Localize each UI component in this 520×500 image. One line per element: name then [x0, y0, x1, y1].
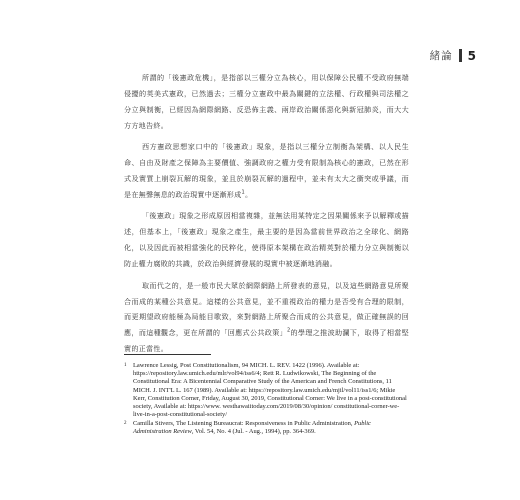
- running-header: [430, 48, 476, 63]
- paragraph-4-tail: 的學理之推波助瀾下，取得了相當堅實的正當性。: [124, 328, 410, 354]
- paragraph-1: [124, 70, 409, 134]
- footnote-text: [133, 420, 409, 436]
- footnote-2-tail: , Vol. 54, No. 4 (Jul. - Aug., 1994), pp. 364-369.: [191, 428, 316, 436]
- paragraph-2-text: 西方憲政思想家口中的「後憲政」現象，是指以三權分立制衡為架構、以人民生命、自由及財產之保障為主要價值、強調政府之權力受有限制為核心的憲政，已然在形式及實質上崩裂瓦解的現象，並且於崩裂瓦解的過程中，並未有太大之衝突或爭議，而是在無聲無息的政治現實中逐漸形成: [124, 142, 409, 199]
- footnote-separator: [124, 354, 211, 355]
- footnote-2: [124, 420, 409, 436]
- paragraph-3-text: 「後憲政」現象之形成原因相當複雜，並無法用某特定之因果關係來予以解釋或描述，但基本上，「後憲政」現象之產生，最主要的是因為當前世界政治之全球化、網路化，以及因此而被相當強化的民粹化，使得原本架構在政治精英對於權力分立與制衡以防止權力腐敗的共識，於政治與經濟發展的現實中被逐漸地消融。: [124, 211, 409, 269]
- paragraph-1-text: 所謂的「後憲政危機」，是指部以三權分立為核心，用以保障公民權不受政府無端侵擾的英美式憲政，已然過去；三權分立憲政中最為關鍵的立法權、行政權與司法權之分立與制衡，已經因為網際網路、反恐佈主義、兩岸政治關係惡化與新冠肺炎，而大大方方地告終。: [124, 73, 409, 130]
- footnotes: [124, 362, 409, 437]
- paragraph-3: [124, 208, 409, 272]
- footnote-2-text: Camilla Stivers, The Listening Bureaucrat: Responsiveness in Public Administration,: [133, 419, 355, 427]
- journal-title: Public Administration Review: [133, 419, 371, 436]
- paragraph-2: [124, 139, 409, 203]
- footnote-1: [124, 362, 409, 419]
- paragraph-4-text: 取而代之的，是一般市民大眾於網際網路上所發表的意見，以及這些網路意見所聚合而成的某種公共意見。這樣的公共意見，並不重視政治的權力是否受有合理的限制，而更期望政府能極為局能目歌致，來對網路上所聚合而成的公共意見，做正確無誤的回應，而這種觀念，更在所謂的「回應式公共政策」: [124, 280, 409, 338]
- page-number: 5: [467, 48, 476, 63]
- paragraph-4: [124, 278, 409, 358]
- footnote-ref-1[interactable]: 1: [241, 189, 245, 196]
- footnote-1-text: Lawrence Lessig, Post Constitutionalism, 94 MICH. L. REV. 1422 (1996). Available at: https://repository.law.umich.edu/mlr/vol94/iss6/4; Rett R. Ludwikowski, The Beginning of the Constitutional Era: A Bicentennial Comparative Study of the American and French Constitutions, 11 MICH. J. INT'L L. 167 (1989). Available at: https://repository.law.umich.edu/mjil/vol11/iss1/6; Mikie Kerr, Constitution Corner, Friday, August 30, 2019, Constitutional Corner: We live in a post-constitutional society, Available at: https://www. westhawaiitoday.com/2019/08/30/opinion/ constitutional-corner-we-live-in-a-post-constitutional-society/: [133, 362, 407, 419]
- footnote-number: 2: [124, 420, 127, 426]
- footnote-text: [133, 362, 409, 419]
- body-text: [124, 70, 409, 363]
- footnote-ref-2[interactable]: 2: [287, 328, 291, 335]
- header-divider: [459, 49, 462, 62]
- paragraph-2-tail: 。: [244, 189, 253, 199]
- footnote-number: 1: [124, 363, 127, 368]
- section-title: 緒論: [429, 50, 453, 62]
